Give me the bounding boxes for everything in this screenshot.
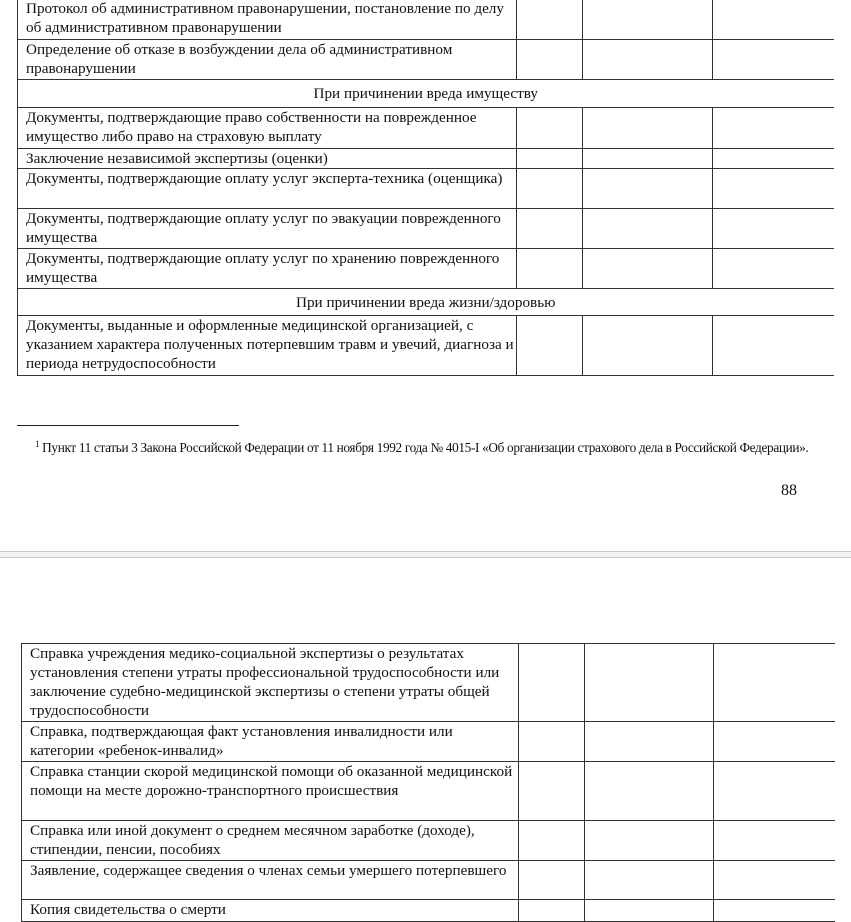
- empty-cell: [585, 762, 714, 821]
- documents-table-page-88: [17, 0, 834, 376]
- footnote-text: Пункт 11 статьи 3 Закона Российской Федерации от 11 ноября 1992 года № 4015-I «Об организации страхового дела в Российской Федерации».: [42, 440, 809, 455]
- empty-cell: [583, 249, 713, 289]
- empty-cell: [583, 169, 713, 209]
- page-number: 88: [781, 482, 797, 499]
- empty-cell: [583, 316, 713, 376]
- empty-cell: [583, 40, 713, 80]
- empty-cell: [714, 644, 835, 722]
- empty-cell: [585, 900, 714, 922]
- document-name-cell: Документы, выданные и оформленные медицинской организацией, с указанием характера полученных потерпевшим травм и увечий, диагноза и периода нетрудоспособности: [18, 316, 517, 376]
- empty-cell: [585, 861, 714, 900]
- empty-cell: [519, 821, 585, 861]
- document-name-cell: Заявление, содержащее сведения о членах семьи умершего потерпевшего: [22, 861, 519, 900]
- section-row: [18, 289, 834, 316]
- table-row: [22, 900, 835, 922]
- document-name-cell: Документы, подтверждающие оплату услуг по хранению поврежденного имущества: [18, 249, 517, 289]
- empty-cell: [517, 169, 583, 209]
- empty-cell: [517, 108, 583, 149]
- empty-cell: [713, 0, 834, 40]
- page-separator: [0, 551, 851, 558]
- empty-cell: [519, 722, 585, 762]
- empty-cell: [519, 762, 585, 821]
- document-name-cell: Документы, подтверждающие оплату услуг эксперта-техника (оценщика): [18, 169, 517, 209]
- table-row: [22, 861, 835, 900]
- empty-cell: [713, 316, 834, 376]
- empty-cell: [714, 821, 835, 861]
- empty-cell: [713, 169, 834, 209]
- table-row: [22, 722, 835, 762]
- empty-cell: [517, 316, 583, 376]
- empty-cell: [519, 644, 585, 722]
- empty-cell: [713, 40, 834, 80]
- empty-cell: [585, 722, 714, 762]
- empty-cell: [583, 209, 713, 249]
- empty-cell: [713, 108, 834, 149]
- empty-cell: [517, 209, 583, 249]
- empty-cell: [519, 861, 585, 900]
- document-name-cell: Определение об отказе в возбуждении дела об административном правонарушении: [18, 40, 517, 80]
- empty-cell: [713, 209, 834, 249]
- document-name-cell: Протокол об административном правонарушении, постановление по делу об административном правонарушении: [18, 0, 517, 40]
- empty-cell: [714, 861, 835, 900]
- table-row: [18, 0, 834, 40]
- empty-cell: [713, 249, 834, 289]
- table-row: [22, 821, 835, 861]
- empty-cell: [585, 644, 714, 722]
- empty-cell: [583, 108, 713, 149]
- document-name-cell: Справка станции скорой медицинской помощи об оказанной медицинской помощи на месте дорожно-транспортного происшествия: [22, 762, 519, 821]
- table-row: [18, 316, 834, 376]
- empty-cell: [517, 40, 583, 80]
- table-row: [18, 249, 834, 289]
- table-row: [18, 40, 834, 80]
- document-name-cell: Копия свидетельства о смерти: [22, 900, 519, 922]
- empty-cell: [517, 249, 583, 289]
- table-row: [18, 149, 834, 169]
- documents-table-page-89: [21, 643, 835, 922]
- table-row: [18, 169, 834, 209]
- footnote-marker: 1: [35, 439, 40, 449]
- table-row: [22, 644, 835, 722]
- section-row: [18, 80, 834, 108]
- table-row: [18, 108, 834, 149]
- section-heading-property: При причинении вреда имуществу: [18, 80, 834, 108]
- document-name-cell: Документы, подтверждающие оплату услуг по эвакуации поврежденного имущества: [18, 209, 517, 249]
- table-row: [18, 209, 834, 249]
- footnote: [17, 435, 817, 457]
- empty-cell: [519, 900, 585, 922]
- document-name-cell: Справка, подтверждающая факт установления инвалидности или категории «ребенок-инвалид»: [22, 722, 519, 762]
- document-name-cell: Справка учреждения медико-социальной экспертизы о результатах установления степени утраты профессиональной трудоспособности или заключение судебно-медицинской экспертизы о степени утраты общей трудоспособности: [22, 644, 519, 722]
- document-name-cell: Справка или иной документ о среднем месячном заработке (доходе), стипендии, пенсии, пособиях: [22, 821, 519, 861]
- empty-cell: [583, 149, 713, 169]
- document-name-cell: Заключение независимой экспертизы (оценки): [18, 149, 517, 169]
- table-row: [22, 762, 835, 821]
- empty-cell: [714, 762, 835, 821]
- empty-cell: [517, 0, 583, 40]
- empty-cell: [714, 900, 835, 922]
- empty-cell: [517, 149, 583, 169]
- empty-cell: [714, 722, 835, 762]
- empty-cell: [583, 0, 713, 40]
- footnote-divider: [17, 425, 239, 426]
- document-name-cell: Документы, подтверждающие право собственности на поврежденное имущество либо право на страховую выплату: [18, 108, 517, 149]
- empty-cell: [713, 149, 834, 169]
- empty-cell: [585, 821, 714, 861]
- section-heading-life-health: При причинении вреда жизни/здоровью: [18, 289, 834, 316]
- document-page-89: [0, 558, 851, 919]
